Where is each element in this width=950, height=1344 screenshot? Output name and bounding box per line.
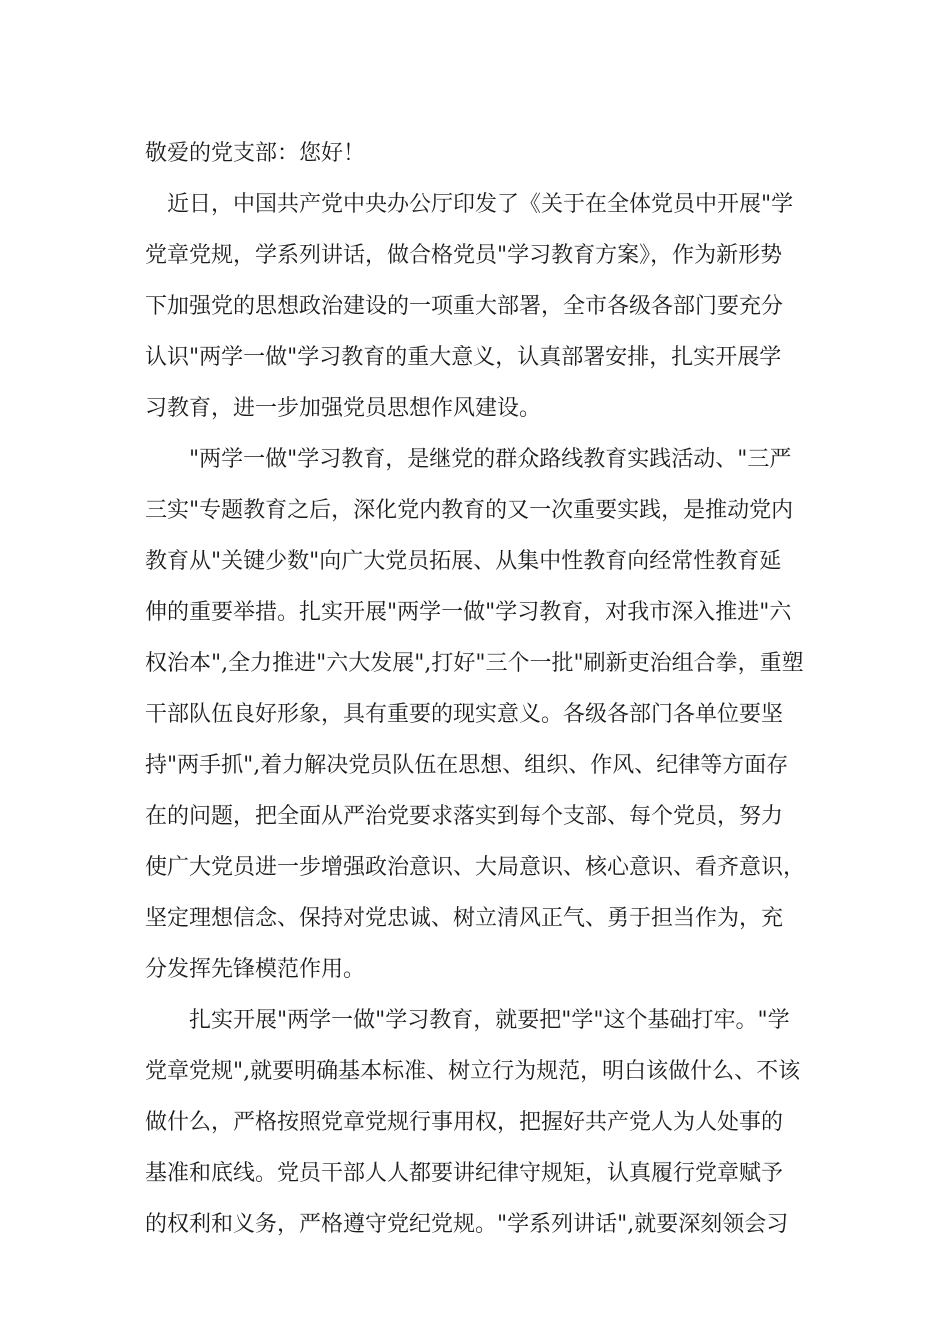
text-line: 分发挥先锋模范作用。 <box>145 957 366 982</box>
text-line: 干部队伍良好形象，具有重要的现实意义。各级各部门各单位要坚 <box>145 702 784 727</box>
text-line: 持"两手抓",着力解决党员队伍在思想、组织、作风、纪律等方面存 <box>145 753 789 778</box>
text-line: 党章党规，学系列讲话，做合格党员"学习教育方案》，作为新形势 <box>145 243 783 268</box>
text-line: 教育从"关键少数"向广大党员拓展、从集中性教育向经常性教育延 <box>145 549 782 574</box>
salutation: 敬爱的党支部：您好！ <box>145 141 366 166</box>
text-line: 在的问题，把全面从严治党要求落实到每个支部、每个党员，努力 <box>145 804 784 829</box>
text-line: 基准和底线。党员干部人人都要讲纪律守规矩，认真履行党章赋予 <box>145 1161 784 1186</box>
text-line: 三实"专题教育之后，深化党内教育的又一次重要实践，是推动党内 <box>145 498 794 523</box>
text-line: 扎实开展"两学一做"学习教育，就要把"学"这个基础打牢。"学 <box>189 1008 790 1033</box>
paragraph-1 <box>145 179 825 434</box>
paragraph-2 <box>145 434 825 995</box>
text-line: 的权利和义务，严格遵守党纪党规。"学系列讲话",就要深刻领会习 <box>145 1212 789 1237</box>
text-line: 权治本",全力推进"六大发展",打好"三个一批"刷新吏治组合拳，重塑 <box>145 651 804 676</box>
text-line: "两学一做"学习教育，是继党的群众路线教育实践活动、"三严 <box>189 447 792 472</box>
text-line: 做什么，严格按照党章党规行事用权，把握好共产党人为人处事的 <box>145 1110 784 1135</box>
text-line: 习教育，进一步加强党员思想作风建设。 <box>145 396 542 421</box>
text-line: 党章党规",就要明确基本标准、树立行为规范，明白该做什么、不该 <box>145 1059 801 1084</box>
paragraph-3 <box>145 995 825 1250</box>
text-line: 坚定理想信念、保持对党忠诚、树立清风正气、勇于担当作为，充 <box>145 906 784 931</box>
text-line: 伸的重要举措。扎实开展"两学一做"学习教育，对我市深入推进"六 <box>145 600 792 625</box>
text-line: 认识"两学一做"学习教育的重大意义，认真部署安排，扎实开展学 <box>145 345 782 370</box>
text-line: 使广大党员进一步增强政治意识、大局意识、核心意识、看齐意识， <box>145 855 806 880</box>
text-line: 近日，中国共产党中央办公厅印发了《关于在全体党员中开展"学 <box>167 192 794 217</box>
text-line: 下加强党的思想政治建设的一项重大部署，全市各级各部门要充分 <box>145 294 784 319</box>
letter-body <box>145 128 825 1250</box>
